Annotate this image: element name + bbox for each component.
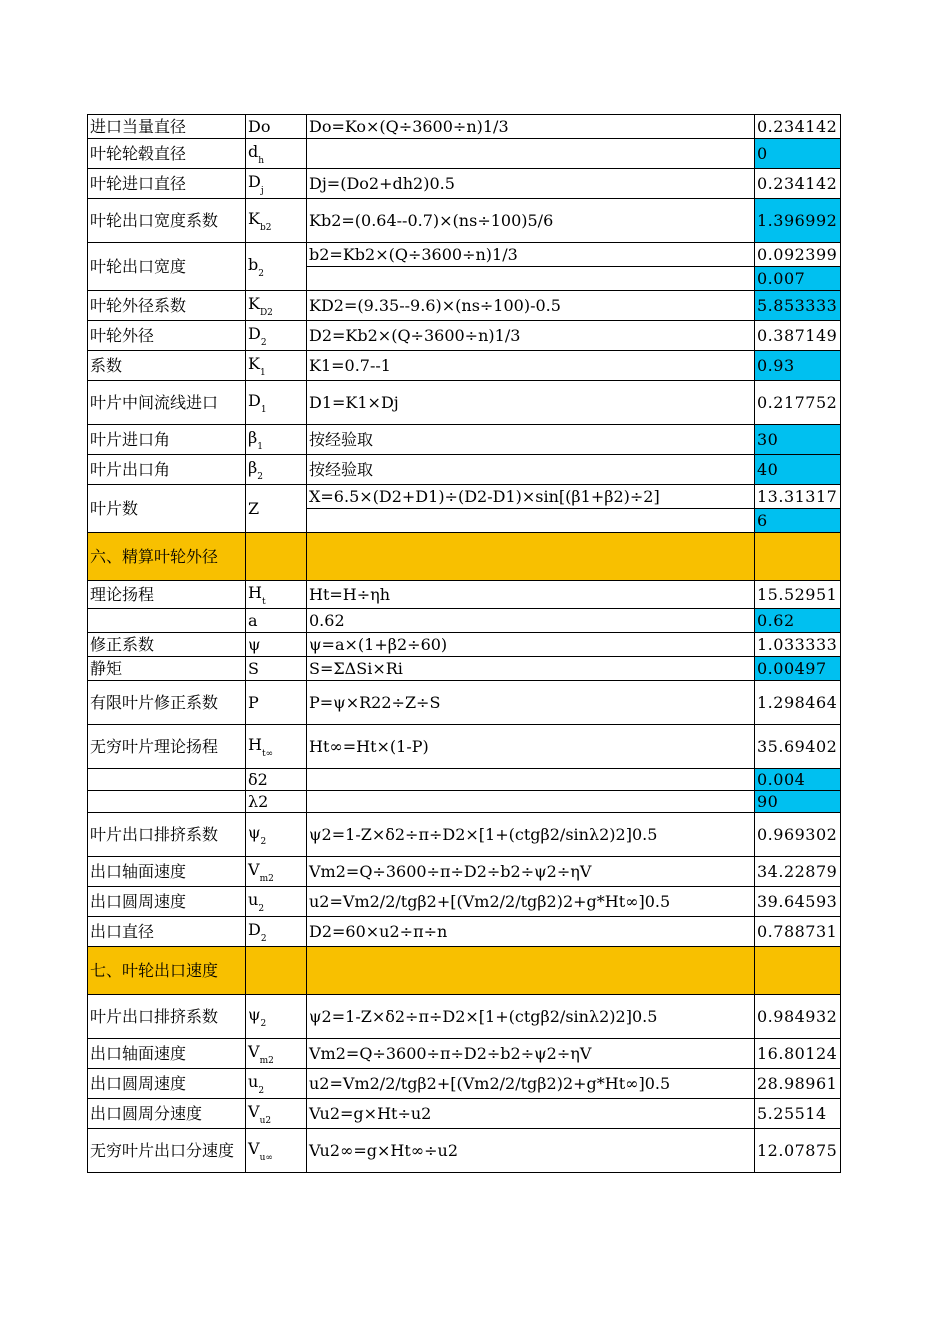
value-cell[interactable]: 0.234142 <box>755 169 841 199</box>
section-row <box>88 533 841 581</box>
param-name-cell[interactable]: 理论扬程 <box>88 581 246 609</box>
value-cell[interactable]: 0.62 <box>755 609 841 633</box>
table-row <box>88 995 841 1039</box>
symbol-text: u <box>248 1072 259 1091</box>
symbol-text: u <box>248 890 259 909</box>
symbol-text: V <box>248 1139 260 1158</box>
value-cell[interactable]: 1.298464 <box>755 681 841 725</box>
symbol-text: D <box>248 172 261 191</box>
symbol-subscript: 2 <box>260 338 267 348</box>
symbol-subscript: t∞ <box>261 749 274 759</box>
value-cell[interactable]: 40 <box>755 455 841 485</box>
param-name-cell[interactable]: 出口轴面速度 <box>88 1039 246 1069</box>
table-row <box>88 199 841 243</box>
formula-cell-empty[interactable] <box>307 267 755 291</box>
formula-cell[interactable]: 按经验取 <box>307 425 755 455</box>
table-row <box>88 321 841 351</box>
param-name-cell[interactable] <box>88 769 246 791</box>
formula-cell[interactable]: KD2=(9.35--9.6)×(ns÷100)-0.5 <box>307 291 755 321</box>
table-row <box>88 1069 841 1099</box>
symbol-text: H <box>248 735 262 754</box>
formula-cell[interactable]: X=6.5×(D2+D1)÷(D2-D1)×sin[(β1+β2)÷2] <box>307 485 755 509</box>
value-cell[interactable]: 30 <box>755 425 841 455</box>
value-cell[interactable]: 0.788731 <box>755 917 841 947</box>
symbol-cell[interactable] <box>246 725 307 769</box>
param-name-cell[interactable]: 叶片进口角 <box>88 425 246 455</box>
table-row <box>88 917 841 947</box>
symbol-subscript: b2 <box>259 223 272 233</box>
symbol-text: b <box>248 255 259 274</box>
formula-cell[interactable]: Vu2=g×Ht÷u2 <box>307 1099 755 1129</box>
symbol-subscript: D2 <box>259 308 273 318</box>
value-cell[interactable]: 0 <box>755 139 841 169</box>
symbol-text: S <box>248 658 259 678</box>
value-cell[interactable]: 35.69402 <box>755 725 841 769</box>
symbol-text: V <box>248 1042 260 1061</box>
symbol-cell[interactable] <box>246 791 307 813</box>
symbol-text: β <box>248 428 258 447</box>
formula-cell[interactable]: Vm2=Q÷3600÷π÷D2÷b2÷ψ2÷ηV <box>307 857 755 887</box>
symbol-subscript: 2 <box>258 904 265 914</box>
symbol-cell[interactable] <box>246 321 307 351</box>
symbol-text: D <box>248 920 261 939</box>
symbol-text: K <box>248 209 260 228</box>
table-row <box>88 857 841 887</box>
symbol-text: D <box>248 324 261 343</box>
param-name-cell[interactable]: 叶片出口角 <box>88 455 246 485</box>
section-cell[interactable] <box>246 947 307 995</box>
param-name-cell[interactable]: 叶轮进口直径 <box>88 169 246 199</box>
formula-cell[interactable]: Do=Ko×(Q÷3600÷n)1/3 <box>307 115 755 139</box>
param-name-cell[interactable]: 进口当量直径 <box>88 115 246 139</box>
symbol-subscript: m2 <box>259 874 274 884</box>
value-cell[interactable]: 0.93 <box>755 351 841 381</box>
symbol-cell[interactable] <box>246 995 307 1039</box>
symbol-cell[interactable] <box>246 633 307 657</box>
symbol-text: K <box>248 354 260 373</box>
formula-cell[interactable]: D1=K1×Dj <box>307 381 755 425</box>
param-name-cell[interactable]: 叶轮出口宽度系数 <box>88 199 246 243</box>
param-name-cell[interactable]: 叶片数 <box>88 485 246 533</box>
param-name-cell[interactable]: 系数 <box>88 351 246 381</box>
symbol-text: ψ <box>248 1005 261 1024</box>
symbol-cell[interactable] <box>246 199 307 243</box>
symbol-text: V <box>248 860 260 879</box>
table-row <box>88 351 841 381</box>
param-name-cell[interactable]: 叶轮外径系数 <box>88 291 246 321</box>
value-cell[interactable]: 0.217752 <box>755 381 841 425</box>
symbol-cell[interactable] <box>246 115 307 139</box>
value-cell-2[interactable]: 0.007 <box>755 267 841 291</box>
symbol-cell[interactable] <box>246 813 307 857</box>
param-name-cell[interactable]: 无穷叶片出口分速度 <box>88 1129 246 1173</box>
formula-cell[interactable]: b2=Kb2×(Q÷3600÷n)1/3 <box>307 243 755 267</box>
symbol-subscript: 2 <box>260 1019 267 1029</box>
value-cell[interactable]: 1.396992 <box>755 199 841 243</box>
value-cell[interactable]: 0.984932 <box>755 995 841 1039</box>
formula-cell[interactable]: ψ2=1-Z×δ2÷π÷D2×[1+(ctgβ2/sinλ2)2]0.5 <box>307 813 755 857</box>
symbol-text: a <box>248 610 258 630</box>
symbol-cell[interactable] <box>246 581 307 609</box>
param-name-cell[interactable]: 叶片出口排挤系数 <box>88 813 246 857</box>
formula-cell[interactable]: P=ψ×R22÷Z÷S <box>307 681 755 725</box>
value-cell[interactable]: 90 <box>755 791 841 813</box>
value-cell[interactable]: 16.80124 <box>755 1039 841 1069</box>
formula-cell[interactable]: ψ2=1-Z×δ2÷π÷D2×[1+(ctgβ2/sinλ2)2]0.5 <box>307 995 755 1039</box>
formula-cell[interactable]: ψ=a×(1+β2÷60) <box>307 633 755 657</box>
table-row <box>88 633 841 657</box>
param-name-cell[interactable]: 出口圆周速度 <box>88 887 246 917</box>
symbol-subscript: 2 <box>257 472 263 482</box>
param-name-cell[interactable]: 叶片中间流线进口 <box>88 381 246 425</box>
param-name-cell[interactable]: 叶轮轮毂直径 <box>88 139 246 169</box>
formula-cell[interactable]: D2=Kb2×(Q÷3600÷n)1/3 <box>307 321 755 351</box>
table-row <box>88 425 841 455</box>
param-name-cell[interactable]: 出口圆周分速度 <box>88 1099 246 1129</box>
symbol-cell[interactable] <box>246 887 307 917</box>
formula-cell[interactable]: Vu2∞=g×Ht∞÷u2 <box>307 1129 755 1173</box>
value-cell[interactable]: 0.092399 <box>755 243 841 267</box>
table-row <box>88 581 841 609</box>
value-cell[interactable]: 0.00497 <box>755 657 841 681</box>
symbol-text: D <box>248 391 261 410</box>
symbol-cell[interactable] <box>246 1069 307 1099</box>
symbol-text: δ2 <box>248 769 268 789</box>
formula-cell[interactable]: Ht∞=Ht×(1-P) <box>307 725 755 769</box>
symbol-text: ψ <box>248 823 261 842</box>
table-row <box>88 813 841 857</box>
symbol-text: ψ <box>248 634 261 654</box>
symbol-cell[interactable] <box>246 425 307 455</box>
symbol-subscript: h <box>258 156 265 166</box>
table-row <box>88 115 841 139</box>
formula-cell[interactable] <box>307 139 755 169</box>
formula-cell[interactable]: 按经验取 <box>307 455 755 485</box>
formula-cell-empty[interactable] <box>307 509 755 533</box>
section-cell[interactable] <box>307 947 755 995</box>
table-row <box>88 485 841 509</box>
formula-cell[interactable]: D2=60×u2÷π÷n <box>307 917 755 947</box>
table-row <box>88 139 841 169</box>
symbol-cell[interactable] <box>246 857 307 887</box>
value-cell[interactable]: 0.234142 <box>755 115 841 139</box>
param-name-cell[interactable]: 无穷叶片理论扬程 <box>88 725 246 769</box>
symbol-cell[interactable] <box>246 1099 307 1129</box>
symbol-text: P <box>248 692 259 712</box>
table-row <box>88 243 841 267</box>
table-row <box>88 381 841 425</box>
symbol-text: λ2 <box>248 791 269 811</box>
formula-cell[interactable]: u2=Vm2/2/tgβ2+[(Vm2/2/tgβ2)2+g*Ht∞]0.5 <box>307 887 755 917</box>
param-name-cell[interactable]: 出口圆周速度 <box>88 1069 246 1099</box>
calc-sheet <box>87 114 841 1173</box>
symbol-subscript: 2 <box>260 934 267 944</box>
symbol-text: V <box>248 1102 260 1121</box>
symbol-subscript: 1 <box>257 442 263 452</box>
formula-cell[interactable]: Kb2=(0.64--0.7)×(ns÷100)5/6 <box>307 199 755 243</box>
formula-cell[interactable] <box>307 769 755 791</box>
param-name-cell[interactable]: 出口轴面速度 <box>88 857 246 887</box>
section-title[interactable]: 七、叶轮出口速度 <box>88 947 246 995</box>
param-name-cell[interactable]: 叶轮出口宽度 <box>88 243 246 291</box>
value-cell[interactable]: 5.853333 <box>755 291 841 321</box>
table-row <box>88 1039 841 1069</box>
value-cell[interactable]: 12.07875 <box>755 1129 841 1173</box>
value-cell[interactable]: 39.64593 <box>755 887 841 917</box>
symbol-cell[interactable] <box>246 485 307 533</box>
symbol-text: Do <box>248 116 271 136</box>
symbol-cell[interactable] <box>246 769 307 791</box>
symbol-text: Z <box>248 498 260 518</box>
symbol-cell[interactable] <box>246 1039 307 1069</box>
table-row <box>88 455 841 485</box>
symbol-subscript: m2 <box>259 1056 274 1066</box>
symbol-cell[interactable] <box>246 455 307 485</box>
symbol-cell[interactable] <box>246 681 307 725</box>
table-row <box>88 1099 841 1129</box>
symbol-subscript: 1 <box>260 405 267 415</box>
symbol-subscript: u∞ <box>259 1153 273 1163</box>
formula-cell[interactable]: K1=0.7--1 <box>307 351 755 381</box>
table-row <box>88 769 841 791</box>
value-cell[interactable]: 0.004 <box>755 769 841 791</box>
symbol-subscript: 2 <box>258 269 264 279</box>
section-cell[interactable] <box>307 533 755 581</box>
table-row <box>88 791 841 813</box>
param-name-cell[interactable]: 修正系数 <box>88 633 246 657</box>
table-row <box>88 1129 841 1173</box>
param-name-cell[interactable]: 叶片出口排挤系数 <box>88 995 246 1039</box>
value-cell-2[interactable]: 6 <box>755 509 841 533</box>
value-cell[interactable]: 1.033333 <box>755 633 841 657</box>
formula-cell[interactable]: 0.62 <box>307 609 755 633</box>
symbol-cell[interactable] <box>246 351 307 381</box>
section-cell[interactable] <box>246 533 307 581</box>
section-title[interactable]: 六、精算叶轮外径 <box>88 533 246 581</box>
table-row <box>88 657 841 681</box>
table-row <box>88 291 841 321</box>
formula-cell[interactable]: Ht=H÷ηh <box>307 581 755 609</box>
param-name-cell[interactable]: 有限叶片修正系数 <box>88 681 246 725</box>
param-name-cell[interactable]: 静矩 <box>88 657 246 681</box>
symbol-cell[interactable] <box>246 243 307 291</box>
value-cell[interactable]: 0.387149 <box>755 321 841 351</box>
symbol-cell[interactable] <box>246 657 307 681</box>
symbol-subscript: u2 <box>259 1116 272 1126</box>
symbol-cell[interactable] <box>246 169 307 199</box>
symbol-subscript: j <box>260 186 264 196</box>
table-row <box>88 725 841 769</box>
symbol-subscript: t <box>261 597 266 607</box>
sheet-body <box>88 115 841 1173</box>
symbol-text: K <box>248 294 260 313</box>
symbol-subscript: 2 <box>260 837 267 847</box>
table-row <box>88 169 841 199</box>
param-name-cell[interactable] <box>88 791 246 813</box>
symbol-cell[interactable] <box>246 291 307 321</box>
symbol-text: H <box>248 583 262 602</box>
symbol-text: d <box>248 142 259 161</box>
formula-cell[interactable]: u2=Vm2/2/tgβ2+[(Vm2/2/tgβ2)2+g*Ht∞]0.5 <box>307 1069 755 1099</box>
value-cell[interactable]: 0.969302 <box>755 813 841 857</box>
symbol-text: β <box>248 458 258 477</box>
symbol-cell[interactable] <box>246 917 307 947</box>
symbol-subscript: 1 <box>259 368 266 378</box>
symbol-cell[interactable] <box>246 139 307 169</box>
table-row <box>88 887 841 917</box>
formula-cell[interactable]: Dj=(Do2+dh2)0.5 <box>307 169 755 199</box>
table-row <box>88 681 841 725</box>
table-row <box>88 609 841 633</box>
param-name-cell[interactable]: 叶轮外径 <box>88 321 246 351</box>
section-cell[interactable] <box>755 533 841 581</box>
value-cell[interactable]: 28.98961 <box>755 1069 841 1099</box>
formula-cell[interactable] <box>307 791 755 813</box>
formula-cell[interactable]: S=ΣΔSi×Ri <box>307 657 755 681</box>
symbol-subscript: 2 <box>258 1086 265 1096</box>
symbol-cell[interactable] <box>246 381 307 425</box>
param-name-cell[interactable]: 出口直径 <box>88 917 246 947</box>
formula-cell[interactable]: Vm2=Q÷3600÷π÷D2÷b2÷ψ2÷ηV <box>307 1039 755 1069</box>
value-cell[interactable]: 13.31317 <box>755 485 841 509</box>
section-cell[interactable] <box>755 947 841 995</box>
value-cell[interactable]: 34.22879 <box>755 857 841 887</box>
param-name-cell[interactable] <box>88 609 246 633</box>
symbol-cell[interactable] <box>246 1129 307 1173</box>
value-cell[interactable]: 15.52951 <box>755 581 841 609</box>
symbol-cell[interactable] <box>246 609 307 633</box>
value-cell[interactable]: 5.25514 <box>755 1099 841 1129</box>
section-row <box>88 947 841 995</box>
